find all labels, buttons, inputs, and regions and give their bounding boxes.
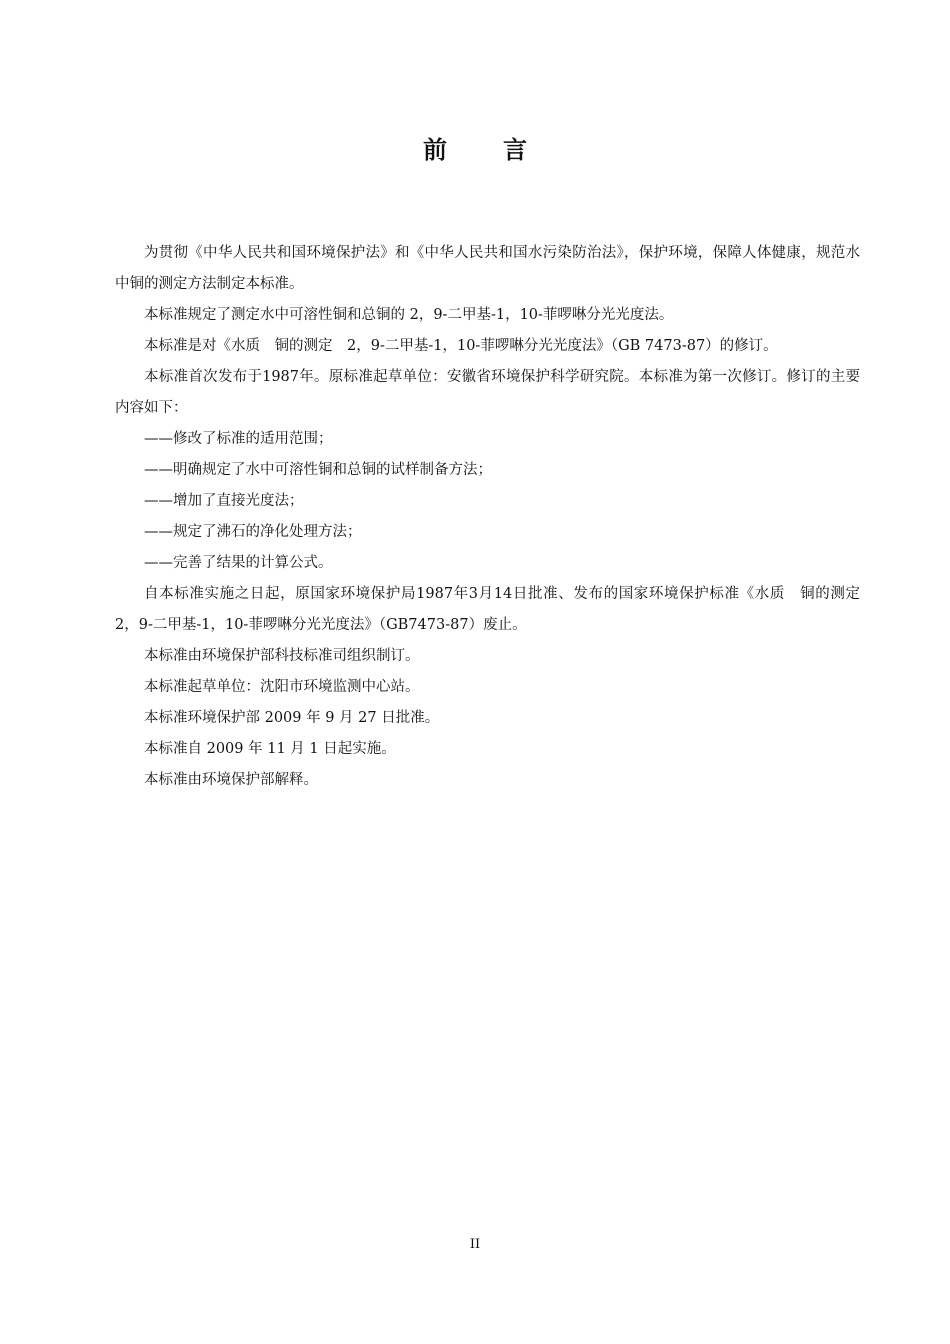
paragraph-drafter: 本标准起草单位：沈阳市环境监测中心站。 [144,679,420,695]
revision-item: ——修改了标准的适用范围； [144,431,333,447]
foreword-body [115,238,875,796]
paragraph-interpretation: 本标准由环境保护部解释。 [144,772,318,788]
revision-item: ——完善了结果的计算公式。 [144,555,333,571]
paragraph-approval: 本标准环境保护部 2009 年 9 月 27 日批准。 [144,710,440,726]
paragraph-purpose: 为贯彻《中华人民共和国环境保护法》和《中华人民共和国水污染防治法》，保护环境，保障人体健康，规范水中铜的测定方法制定本标准。 [115,245,860,292]
paragraph-abolish: 自本标准实施之日起，原国家环境保护局1987年3月14日批准、发布的国家环境保护标准《水质 铜的测定 2，9-二甲基-1，10-菲啰啉分光光度法》（GB7473-87）废止。 [115,586,875,633]
revision-item: ——规定了沸石的净化处理方法； [144,524,362,540]
revision-item: ——增加了直接光度法； [144,493,304,509]
paragraph-organizer: 本标准由环境保护部科技标准司组织制订。 [144,648,420,664]
paragraph-scope: 本标准规定了测定水中可溶性铜和总铜的 2，9-二甲基-1，10-菲啰啉分光光度法。 [144,307,674,323]
paragraph-history: 本标准首次发布于1987年。原标准起草单位：安徽省环境保护科学研究院。本标准为第一次修订。修订的主要内容如下： [115,369,860,416]
paragraph-effective-date: 本标准自 2009 年 11 月 1 日起实施。 [144,741,396,757]
page-title: 前言 [423,136,583,164]
revision-item: ——明确规定了水中可溶性铜和总铜的试样制备方法； [144,462,492,478]
paragraph-revision: 本标准是对《水质 铜的测定 2，9-二甲基-1，10-菲啰啉分光光度法》（GB 7473-87）的修订。 [144,338,778,354]
page-number: II [469,1237,481,1252]
